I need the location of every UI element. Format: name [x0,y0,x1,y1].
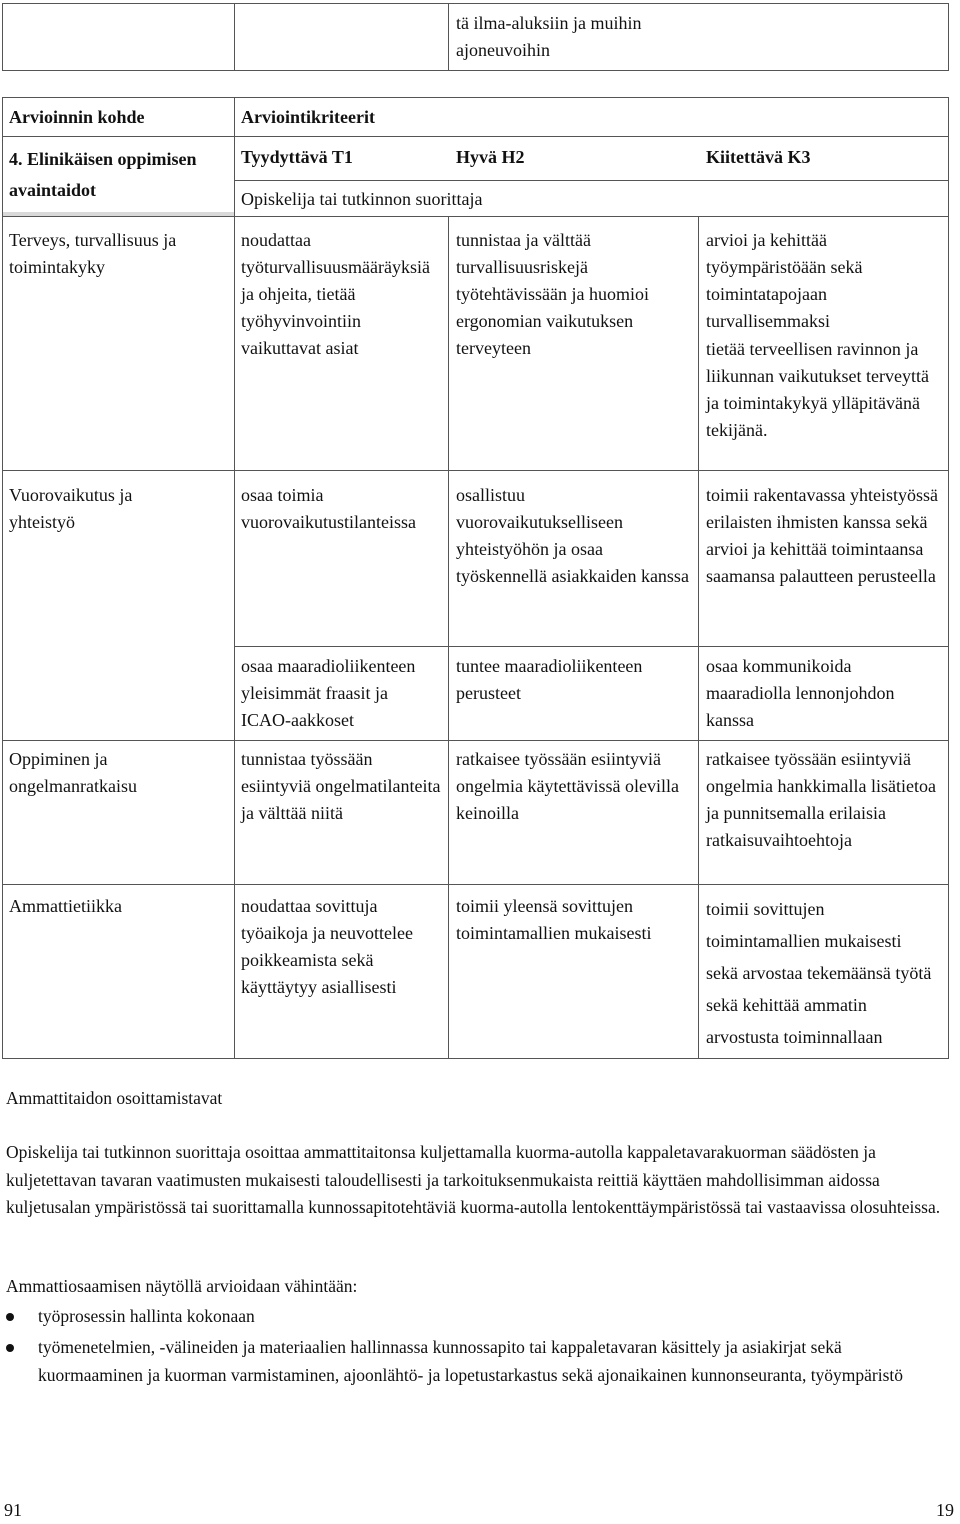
column-divider [448,216,449,1058]
top-row-cell-text: tä ilma-aluksiin ja muihin ajoneuvoihin [456,13,642,60]
bullet-icon [6,1344,14,1352]
row-border [2,740,949,741]
row-k3: toimii sovittujen toimintamallien mukaisesti sekä arvostaa tekemäänsä työtä sekä kehittää ammatin arvostusta toiminnallaan [706,899,932,1047]
row-t1: osaa toimia vuorovaikutustilanteissa [241,485,416,532]
bullet-icon [6,1313,14,1321]
demonstration-paragraph: Opiskelija tai tutkinnon suorittaja osoittaa ammattitaitonsa kuljettamalla kuorma-autolla kappaletavarakuorman säädösten ja kuljetettavan tavaran vaatimusten mukaisesti taloudellisesti ja tarkoituksenmukaista reittiä käyttäen mahdollisimman aidossa kuljetusalan ympäristössä tai suorittamalla kunnossapitotehtäviä kuorma-autolla lentokenttäympäristössä tai vastaavissa olosuhteissa. [6,1142,941,1217]
page-number-left: 91 [4,1500,22,1520]
section-title: 4. Elinikäisen oppimisen avaintaidot [9,149,197,200]
level-h2: Hyvä H2 [456,147,525,167]
table-right-border [948,97,949,1058]
subject-row-border [2,216,949,217]
table-top-border [2,97,949,98]
row-k3-extra: tietää terveellisen ravinnon ja liikunnan vaikutukset terveyttä ja toimintakykyä ylläpitävänä tekijänä. [706,339,929,440]
row-target: Terveys, turvallisuus ja toimintakyky [9,230,177,277]
row-border [2,470,949,471]
page-number-right: 19 [936,1500,954,1520]
top-row-divider [2,3,3,70]
row-t1: noudattaa sovittuja työaikoja ja neuvottelee poikkeamista sekä käyttäytyy asiallisesti [241,896,413,997]
row-t1: noudattaa työturvallisuusmääräyksiä ja ohjeita, tietää työhyvinvointiin vaikuttavat asiat [241,230,430,358]
row-t1: osaa maaradioliikenteen yleisimmät fraasit ja ICAO-aakkoset [241,656,416,730]
top-row-divider [234,3,235,70]
header-row-border [2,136,949,137]
top-border [2,3,949,4]
row-h2: toimii yleensä sovittujen toimintamallien mukaisesti [456,896,652,943]
subject-label: Opiskelija tai tutkinnon suorittaja [241,189,483,209]
top-row-bottom-border [2,70,949,71]
row-border [2,884,949,885]
section-heading: Ammattitaidon osoittamistavat [6,1088,223,1108]
table-bottom-border [2,1058,949,1059]
row-k3: toimii rakentavassa yhteistyössä erilaisten ihmisten kanssa sekä arvioi ja kehittää toimintaansa saamansa palautteen perusteella [706,485,938,586]
level-t1: Tyydyttävä T1 [241,147,353,167]
row-h2: tunnistaa ja välttää turvallisuusriskejä työtehtävissään ja huomioi ergonomian vaikutuksen terveyteen [456,230,649,358]
bullet-text: työmenetelmien, -välineiden ja materiaalien hallinnassa kunnossapito tai kappaletavaran käsittely ja asiakirjat sekä kuormaaminen ja kuorman varmistaminen, ajoonlähtö- ja lopetustarkastus sekä ajonaikainen kunnonseuranta, työympäristö [38,1337,904,1385]
bullet-item [6,1303,950,1331]
row-h2: tuntee maaradioliikenteen perusteet [456,656,643,703]
row-k3: arvioi ja kehittää työympäristöään sekä toimintatapojaan turvallisemmaksi [706,230,863,331]
row-h2: ratkaisee työssään esiintyviä ongelmia käytettävissä olevilla keinoilla [456,749,679,823]
row-target: Vuorovaikutus ja yhteistyö [9,485,133,532]
header-target-label: Arvioinnin kohde [9,107,145,127]
row-k3: ratkaisee työssään esiintyviä ongelmia hankkimalla lisätietoa ja punnitsemalla erilaisia ratkaisuvaihtoehtoja [706,749,936,850]
table-left-border [2,97,3,1058]
level-k3: Kiitettävä K3 [706,147,811,167]
top-row-divider [448,3,449,70]
row-k3: osaa kommunikoida maaradiolla lennonjohdon kanssa [706,656,895,730]
assessment-intro: Ammattiosaamisen näytöllä arvioidaan vähintään: [6,1276,358,1296]
column-divider [234,97,235,1058]
bullet-item [6,1334,950,1418]
row-t1: tunnistaa työssään esiintyviä ongelmatilanteita ja välttää niitä [241,749,441,823]
header-criteria-label: Arviointikriteerit [241,107,375,127]
row-target: Ammattietiikka [9,896,122,916]
bullet-text: työprosessin hallinta kokonaan [38,1306,255,1326]
row-h2: osallistuu vuorovaikutukselliseen yhteistyöhön ja osaa työskennellä asiakkaiden kanssa [456,485,689,586]
column-divider [698,216,699,1058]
levels-row-border [234,180,949,181]
top-row-divider [948,3,949,70]
row-target: Oppiminen ja ongelmanratkaisu [9,749,137,796]
row-border [234,646,949,647]
